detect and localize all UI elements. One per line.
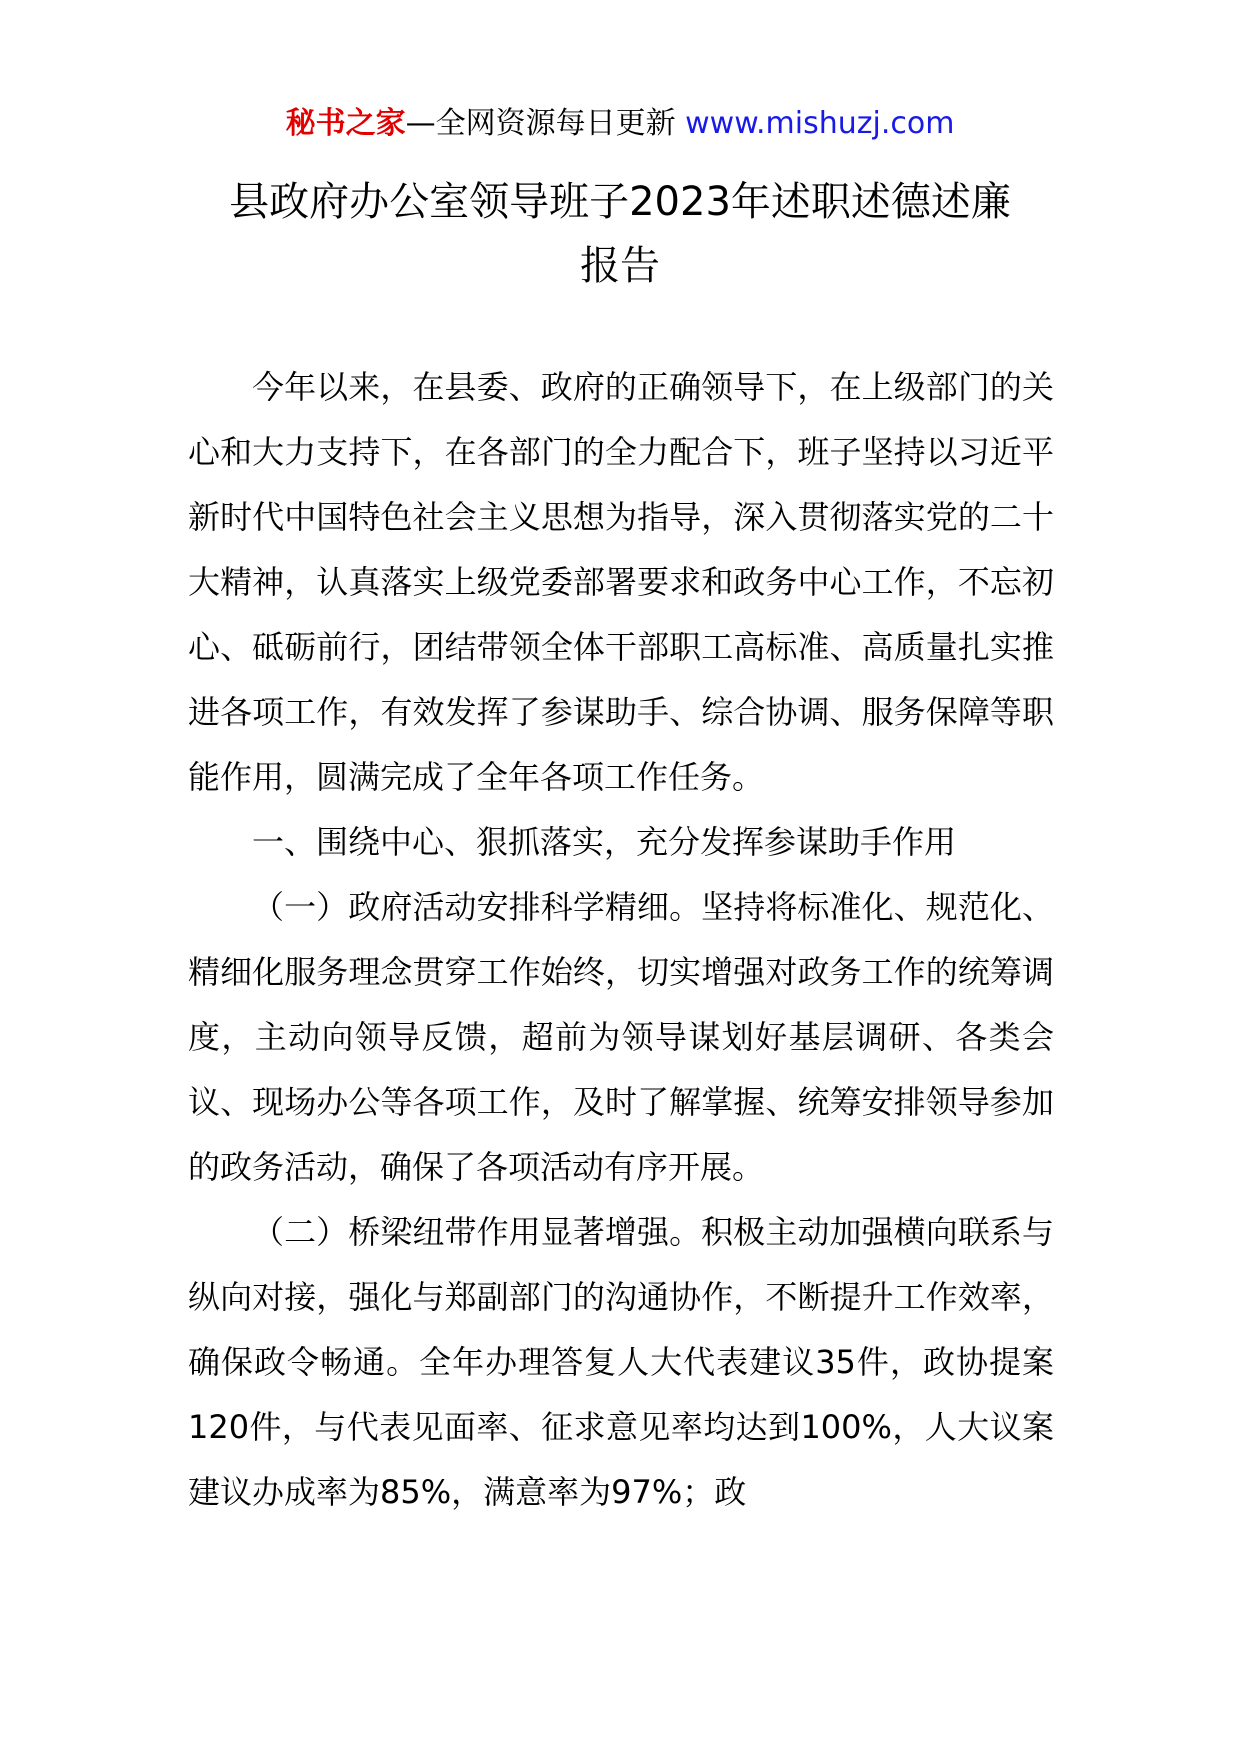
section-heading: 一、围绕中心、狠抓落实，充分发挥参谋助手作用 [252,823,957,861]
title-line-1: 县政府办公室领导班子2023年述职述德述廉 [229,179,1011,225]
site-banner [0,104,1240,144]
intro-paragraph: 今年以来，在县委、政府的正确领导下，在上级部门的关心和大力支持下，在各部门的全力配合下，班子坚持以习近平新时代中国特色社会主义思想为指导，深入贯彻落实党的二十大精神，认真落实上级党委部署要求和政务中心工作，不忘初心、砥砺前行，团结带领全体干部职工高标准、高质量扎实推进各项工作，有效发挥了参谋助手、综合协调、服务保障等职能作用，圆满完成了全年各项工作任务。 [188,368,1054,796]
subsection-paragraph-2: （二）桥梁纽带作用显著增强。积极主动加强横向联系与纵向对接，强化与郑副部门的沟通协作，不断提升工作效率，确保政令畅通。全年办理答复人大代表建议35件，政协提案120件，与代表见面率、征求意见率均达到100%，人大议案建议办成率为85%，满意率为97%；政 [188,1213,1054,1511]
banner-tagline: —全网资源每日更新 [405,106,686,141]
site-url[interactable]: www.mishuzj.com [685,106,955,141]
document-body [188,355,1054,1525]
brand-name: 秘书之家 [285,106,406,141]
document-title [0,170,1240,298]
subsection-paragraph-1: （一）政府活动安排科学精细。坚持将标准化、规范化、精细化服务理念贯穿工作始终，切实增强对政务工作的统筹调度，主动向领导反馈，超前为领导谋划好基层调研、各类会议、现场办公等各项工作，及时了解掌握、统筹安排领导参加的政务活动，确保了各项活动有序开展。 [188,888,1054,1186]
title-line-2: 报告 [580,243,660,289]
